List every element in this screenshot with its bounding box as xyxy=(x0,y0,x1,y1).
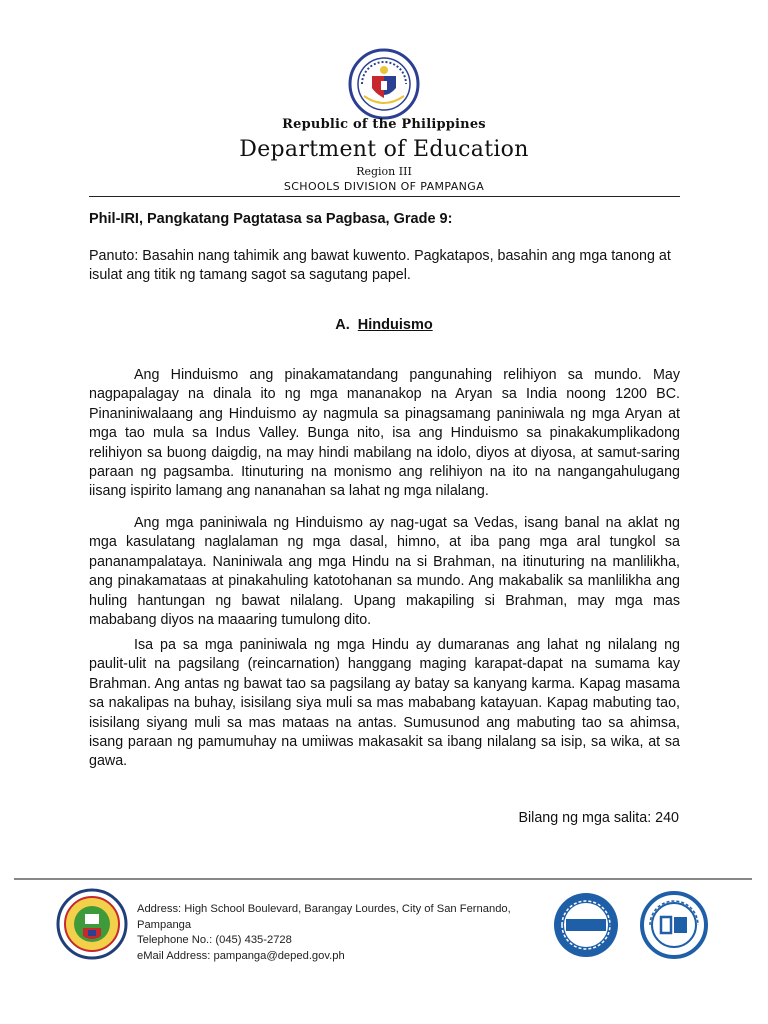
section-heading xyxy=(0,317,768,333)
paragraph: Ang Hinduismo ang pinakamatandang pangunahing relihiyon sa mundo. May nagpapalagay na dinala ito ng mga mananakop na Aryan sa India noong 1200 BC. Pinaniniwalaang ang Hinduismo ay nagmula sa pinagsamang paniniwala ng mga Aryan at mga tao mula sa Indus Valley. Bunga nito, isa ang Hinduismo sa pinakakumplikadong relihiyon sa buong daigdig, na may hindi mabilang na idolo, diyos at diyosa, at samut-saring paraan ng pagsamba. Itinuturing na monismo ang relihiyon na ito na nangangahulugang iisang ispirito lamang ang nananahan sa lahat ng mga nilalang. xyxy=(89,367,680,500)
deped-seal-icon xyxy=(348,48,420,120)
word-count: Bilang ng mga salita: 240 xyxy=(518,810,679,826)
section-title: Hinduismo xyxy=(357,317,433,333)
instruction-text: Panuto: Basahin nang tahimik ang bawat kuwento. Pagkatapos, basahin ang mga tanong at isulat ang titik ng tamang sagot sa sagutang papel. xyxy=(89,248,671,283)
header-divider xyxy=(89,196,680,197)
division-label: SCHOOLS DIVISION OF PAMPANGA xyxy=(283,180,485,193)
department-heading: Department of Education xyxy=(239,137,529,162)
division-seal-icon xyxy=(56,888,128,960)
dqs-certified-icon xyxy=(640,891,708,959)
paragraph: Isa pa sa mga paniniwala ng mga Hindu ay dumaranas ang lahat ng nilalang ng paulit-ulit na pagsilang (reincarnation) hanggang maging karapat-dapat na sumama kay Brahman. Ang antas ng bawat tao sa pagsilang ay batay sa kanyang karma. Kapag masama sa nakalipas na buhay, isisilang siya muli sa mas mababang katayuan. Kapag mabuting tao, isisilang siyang muli sa mas mataas na antas. Sumusunod ang mabuting tao sa ahimsa, isang paraan ng pamumuhay na umiiwas makasakit sa ibang nilalang sa isip, sa wika, at sa gawa. xyxy=(89,637,680,770)
footer-address-block xyxy=(137,902,547,964)
document-title: Phil-IRI, Pangkatang Pagtatasa sa Pagbasa, Grade 9: xyxy=(89,211,453,227)
section-letter: A. xyxy=(335,317,350,333)
footer-divider xyxy=(14,878,752,880)
region-label: Region III xyxy=(356,165,412,178)
republic-heading: Republic of the Philippines xyxy=(282,117,486,132)
email-line: eMail Address: pampanga@deped.gov.ph xyxy=(137,949,345,962)
telephone-line: Telephone No.: (045) 435-2728 xyxy=(137,934,292,946)
paragraph: Ang mga paniniwala ng Hinduismo ay nag-ugat sa Vedas, isang banal na aklat ng mga kasulatang naglalaman ng mga dasal, himno, at iba pang mga aral tungkol sa pananampalataya. Naniniwala ang mga Hindu na si Brahman, na itinuturing na manlilikha, ang pinakamataas at pinakahuling katotohanan sa mundo. Ang makabalik sa manlilikha ang huling hantungan ng bawat nilalang. Upang makapiling si Brahman, may mga mas mababang diyos na maaaring tumulong dito. xyxy=(89,515,680,629)
address-line: Address: High School Boulevard, Barangay Lourdes, City of San Fernando, Pampanga xyxy=(137,903,511,931)
iqnet-certified-icon xyxy=(552,891,620,959)
